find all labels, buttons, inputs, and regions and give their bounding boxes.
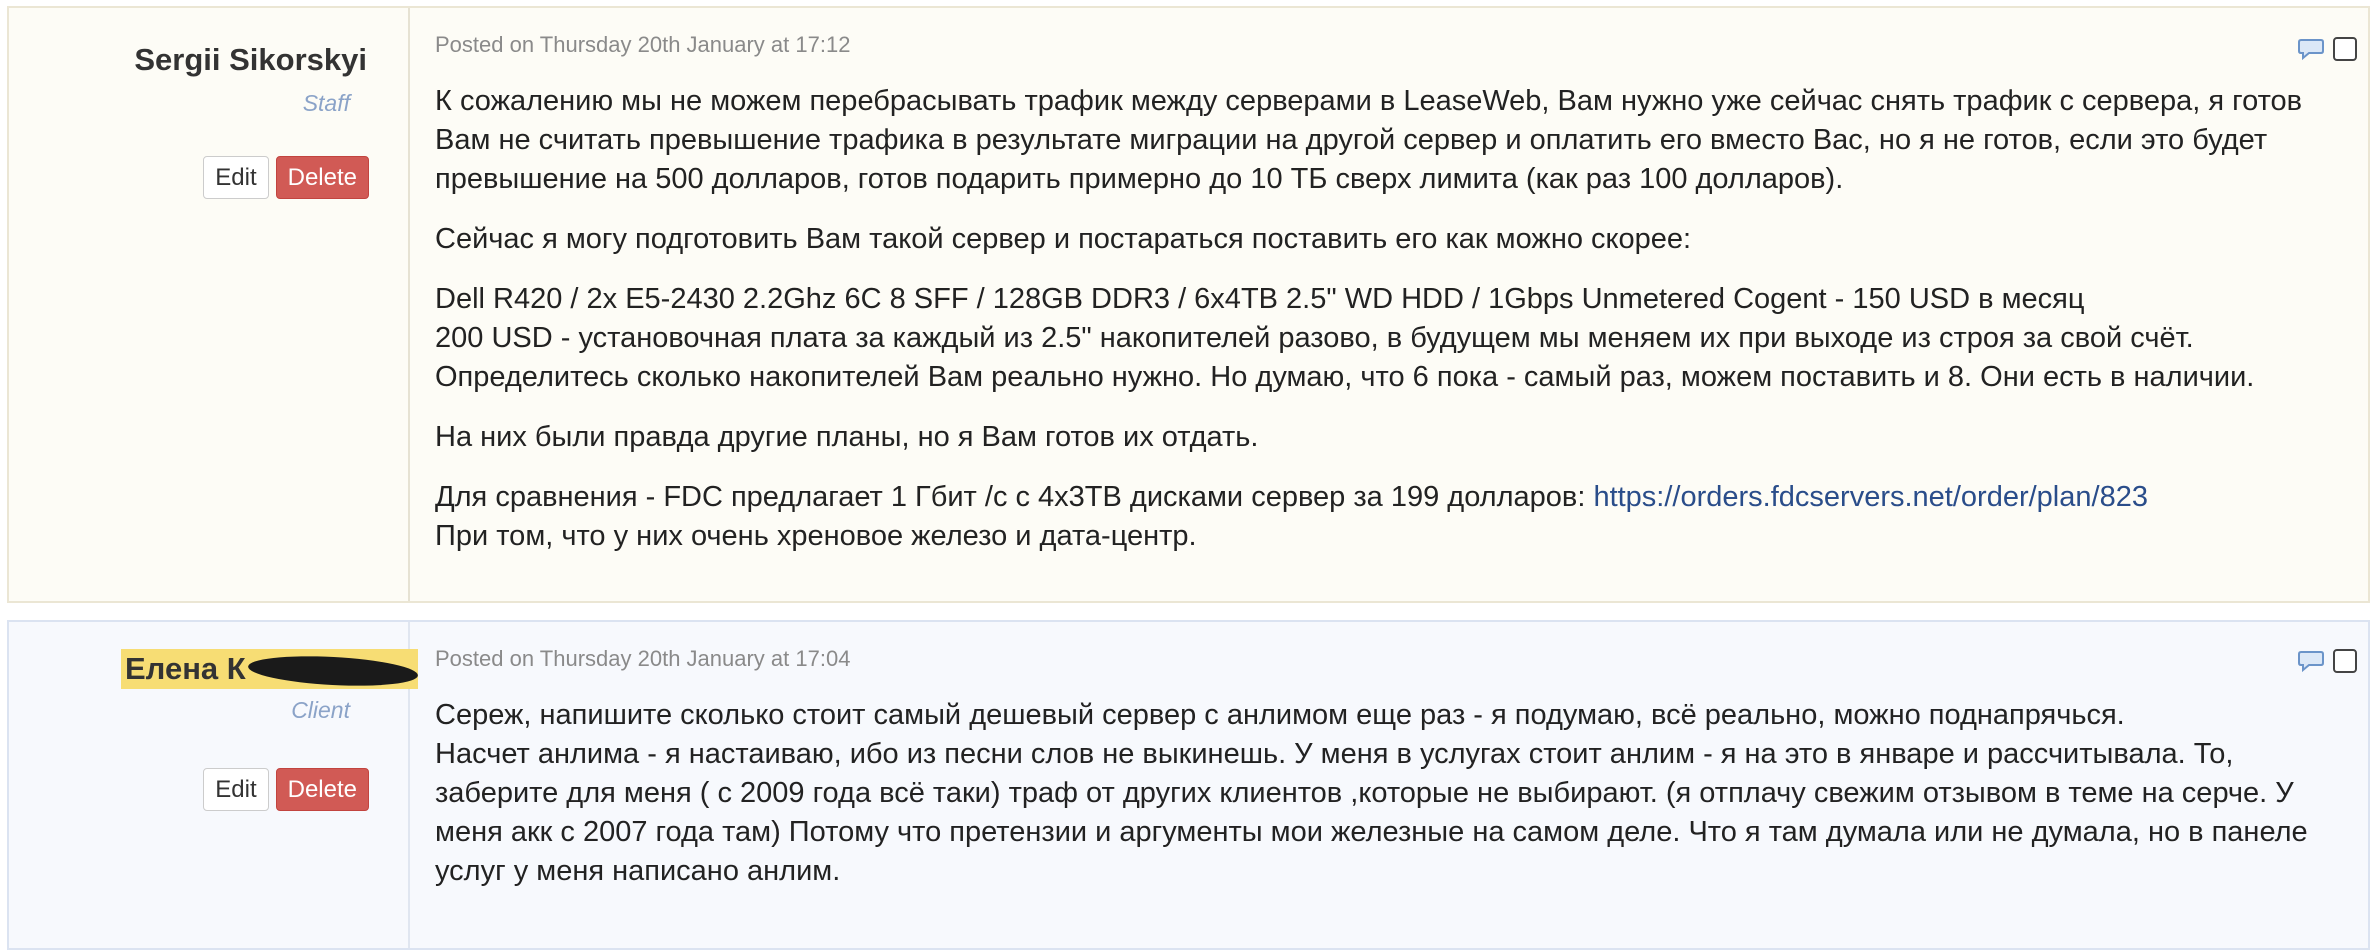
reply-actions xyxy=(203,768,369,811)
reply-client xyxy=(7,620,2370,950)
message-line: Сереж, напишите сколько стоит самый дешевый сервер с анлимом еще раз - я подумаю, всё реально, можно поднапрячься. xyxy=(435,699,2125,731)
author-name xyxy=(121,649,418,689)
reply-author-panel xyxy=(9,622,410,948)
reply-content xyxy=(410,8,2368,601)
edit-button[interactable]: Edit xyxy=(203,768,268,811)
delete-button[interactable]: Delete xyxy=(276,768,369,811)
message-line: 200 USD - установочная плата за каждый из 2.5" накопителей разово, в будущем мы меняем их при выходе из строя за свой счёт. xyxy=(435,322,2194,354)
quote-bubble-icon[interactable] xyxy=(2297,36,2325,62)
author-role: Client xyxy=(291,697,350,723)
message-line: При том, что у них очень хреновое железо и дата-центр. xyxy=(435,520,1197,552)
reply-staff xyxy=(7,6,2370,603)
message-line: Определитесь сколько накопителей Вам реально нужно. Но думаю, что 6 пока - самый раз, можем поставить и 8. Они есть в наличии. xyxy=(435,361,2255,393)
order-link[interactable]: https://orders.fdcservers.net/order/plan/823 xyxy=(1593,481,2148,513)
message-line: Для сравнения - FDC предлагает 1 Гбит /с с 4x3TB дисками сервер за 199 долларов: xyxy=(435,481,1594,513)
message-paragraph: К сожалению мы не можем перебрасывать трафик между серверами в LeaseWeb, Вам нужно уже сейчас снять трафик с сервера, я готов Вам не считать превышение трафика в результате миграции на другой сервер и оплатить его вместо Вас, но я не готов, если это будет превышение на 500 долларов, готов подарить примерно до 10 ТБ сверх лимита (как раз 100 долларов). xyxy=(435,85,2303,195)
posted-date: Posted on Thursday 20th January at 17:12 xyxy=(435,32,851,57)
message-paragraph: Сейчас я могу подготовить Вам такой сервер и постараться поставить его как можно скорее: xyxy=(435,223,1692,255)
select-checkbox[interactable] xyxy=(2333,649,2357,673)
reply-actions xyxy=(203,156,369,199)
author-name-text: Елена К xyxy=(125,651,246,686)
message-paragraph xyxy=(435,280,2308,397)
quote-bubble-icon[interactable] xyxy=(2297,648,2325,674)
redaction-scribble xyxy=(247,652,418,689)
reply-content xyxy=(410,622,2368,948)
message-body xyxy=(435,696,2368,891)
reply-tools xyxy=(2297,36,2357,62)
posted-date: Posted on Thursday 20th January at 17:04 xyxy=(435,646,851,671)
edit-button[interactable]: Edit xyxy=(203,156,268,199)
select-checkbox[interactable] xyxy=(2333,37,2357,61)
message-paragraph: На них были правда другие планы, но я Вам готов их отдать. xyxy=(435,421,1259,453)
message-body xyxy=(435,82,2368,556)
message-line: Dell R420 / 2x E5-2430 2.2Ghz 6C 8 SFF / 128GB DDR3 / 6x4TB 2.5" WD HDD / 1Gbps Unmetered Cogent - 150 USD в месяц xyxy=(435,283,2085,315)
reply-author-panel xyxy=(9,8,410,601)
author-role: Staff xyxy=(302,90,350,116)
author-name: Sergii Sikorskyi xyxy=(134,42,367,77)
delete-button[interactable]: Delete xyxy=(276,156,369,199)
reply-tools xyxy=(2297,648,2357,674)
message-paragraph xyxy=(435,478,2308,556)
message-line: Насчет анлима - я настаиваю, ибо из песни слов не выкинешь. У меня в услугах стоит анлим - я на это в январе и рассчитывала. То, заберите для меня ( с 2009 года всё таки) траф от других клиентов ,которые не выбирают. (я отплачу свежим отзывом в теме на серче. У меня акк с 2007 года там) Потому что претензии и аргументы мои железные на самом деле. Что я там думала или не думала, но в панеле услуг у меня написано анлим. xyxy=(435,738,2308,887)
